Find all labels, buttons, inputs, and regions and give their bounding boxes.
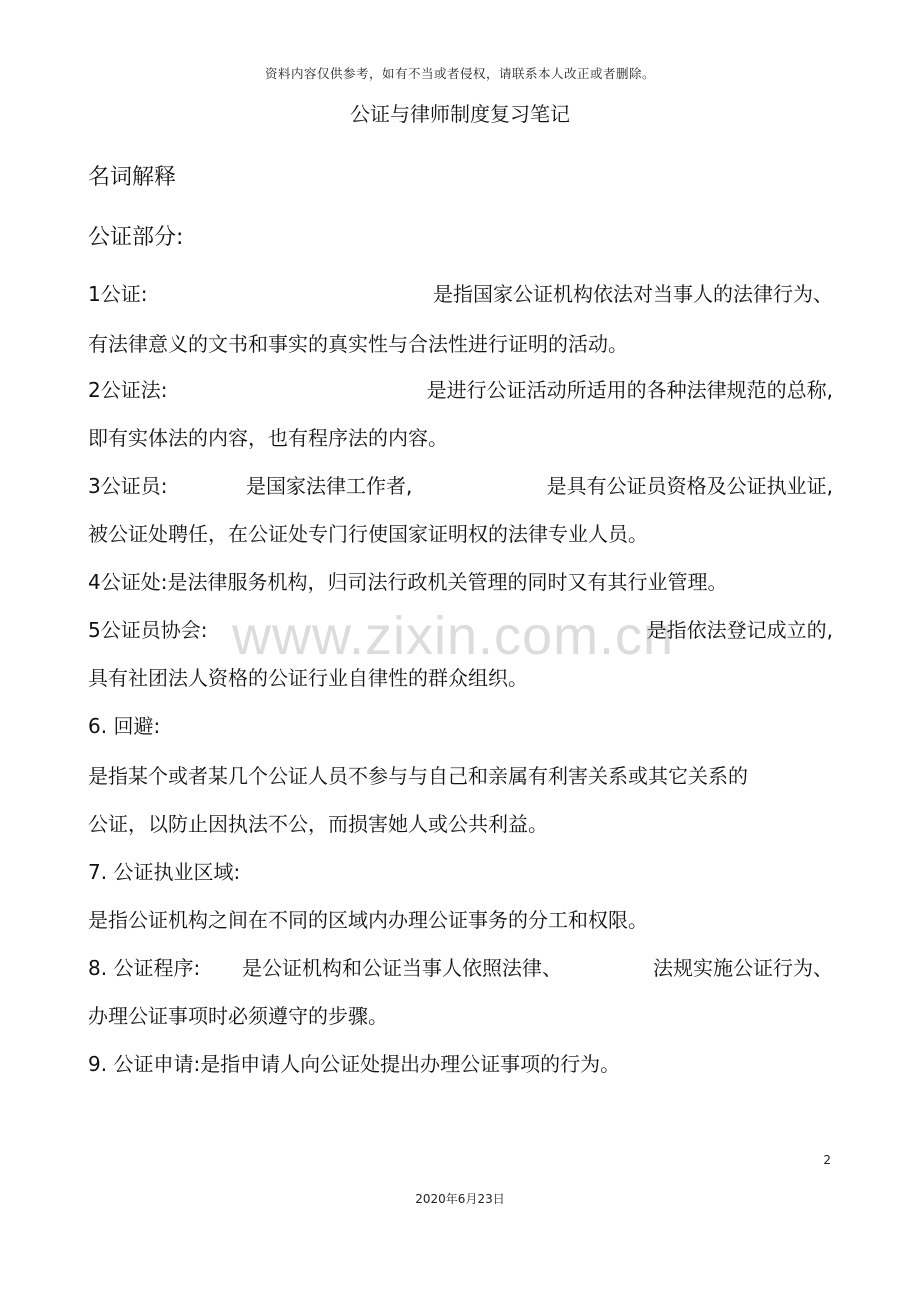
entry-5-line-1	[88, 616, 833, 644]
entry-8-term: 8. 公证程序:	[88, 956, 201, 980]
entry-5-definition-start: 是指依法登记成立的,	[646, 618, 833, 642]
notary-section-heading: 公证部分:	[88, 225, 184, 250]
entry-3-definition-part-a: 是国家法律工作者,	[246, 474, 413, 498]
footer-date: 2020年6月23日	[415, 1192, 505, 1206]
entry-2-definition-start: 是进行公证活动所适用的各种法律规范的总称,	[426, 378, 833, 402]
glossary-heading: 名词解释	[88, 165, 177, 190]
entry-2-line-1	[88, 376, 833, 404]
entry-5-line-2: 具有社团法人资格的公证行业自律性的群众组织。	[88, 666, 528, 690]
entry-3-definition-part-b: 是具有公证员资格及公证执业证,	[546, 474, 833, 498]
entry-4-line-1	[88, 568, 833, 596]
entry-6-line-2: 是指某个或者某几个公证人员不参与与自己和亲属有利害关系或其它关系的	[88, 764, 748, 788]
entry-9-term: 9. 公证申请:	[88, 1052, 201, 1076]
entry-8-line-1	[88, 954, 833, 982]
entry-6-term: 6. 回避:	[88, 714, 161, 738]
entry-1-line-1	[88, 280, 833, 308]
entry-9-line-1	[88, 1050, 833, 1078]
entry-4-term: 4公证处:	[88, 570, 168, 594]
entry-8-definition-part-a: 是公证机构和公证当事人依照法律、	[242, 956, 562, 980]
entry-7-line-2: 是指公证机构之间在不同的区域内办理公证事务的分工和权限。	[88, 908, 648, 932]
entry-5-term: 5公证员协会:	[88, 618, 208, 642]
document-title: 公证与律师制度复习笔记	[350, 102, 570, 126]
entry-2-term: 2公证法:	[88, 378, 168, 402]
entry-7-term: 7. 公证执业区域:	[88, 860, 241, 884]
entry-8-definition-part-b: 法规实施公证行为、	[653, 956, 833, 980]
entry-4-definition: 是法律服务机构，归司法行政机关管理的同时又有其行业管理。	[167, 570, 728, 594]
watermark: www.zixin.com.cn	[232, 606, 675, 666]
entry-6-line-3: 公证，以防止因执法不公，而损害她人或公共利益。	[88, 812, 548, 836]
entry-3-line-2: 被公证处聘任，在公证处专门行使国家证明权的法律专业人员。	[88, 522, 648, 546]
entry-2-line-2: 即有实体法的内容，也有程序法的内容。	[88, 426, 448, 450]
page-number: 2	[823, 1153, 831, 1167]
disclaimer-text: 资料内容仅供参考，如有不当或者侵权，请联系本人改正或者删除。	[264, 66, 655, 81]
entry-1-definition-start: 是指国家公证机构依法对当事人的法律行为、	[433, 282, 833, 306]
entry-3-line-1	[88, 472, 833, 500]
entry-9-definition: 是指申请人向公证处提出办理公证事项的行为。	[200, 1052, 621, 1076]
entry-8-line-2: 办理公证事项时必须遵守的步骤。	[88, 1004, 388, 1028]
entry-1-term: 1公证:	[88, 282, 148, 306]
entry-3-term: 3公证员:	[88, 474, 168, 498]
entry-1-line-2: 有法律意义的文书和事实的真实性与合法性进行证明的活动。	[88, 332, 628, 356]
